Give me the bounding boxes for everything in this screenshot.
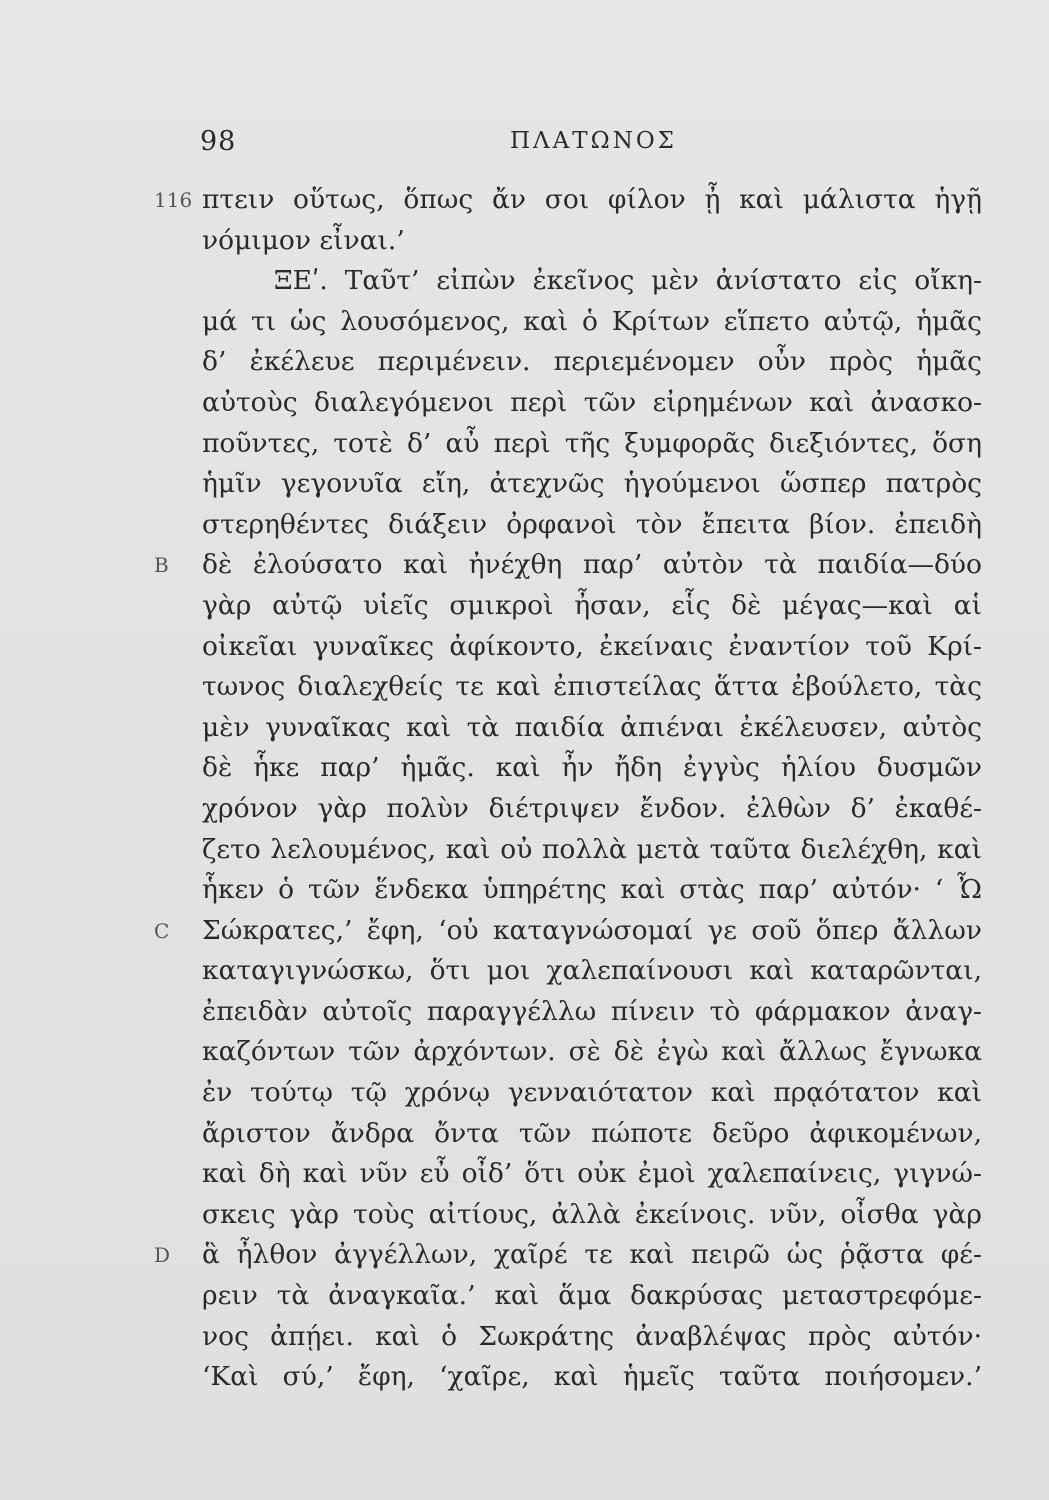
text-line <box>202 505 982 546</box>
text-line <box>202 708 982 749</box>
text-line <box>202 1032 982 1073</box>
text-line-content: καὶ δὴ καὶ νῦν εὖ οἶδ’ ὅτι οὐκ ἐμοὶ χαλεπαίνεις, γιγνώ- <box>202 1158 982 1190</box>
text-line-content: ποῦντες, τοτὲ δ’ αὖ περὶ τῆς ξυμφορᾶς διεξιόντες, ὅση <box>202 427 982 459</box>
text-line <box>202 627 982 668</box>
greek-text-body <box>154 180 982 1398</box>
text-line-content: ἄριστον ἄνδρα ὄντα τῶν πώποτε δεῦρο ἀφικομένων, <box>202 1117 982 1149</box>
text-line <box>202 789 982 830</box>
text-line-content: δ’ ἐκέλευε περιμένειν. περιεμένομεν οὖν πρὸς ἡμᾶς <box>202 346 982 378</box>
text-line <box>202 221 982 262</box>
text-line <box>202 1317 982 1358</box>
text-line-content: Σώκρατες,’ ἔφη, ‘οὐ καταγνώσομαί γε σοῦ ὅπερ ἄλλων <box>202 914 982 946</box>
text-line-content: νόμιμον εἶναι.’ <box>202 224 405 256</box>
text-line <box>202 1073 982 1114</box>
text-line <box>202 1195 982 1236</box>
text-line-content: στερηθέντες διάξειν ὀρφανοὶ τὸν ἔπειτα βίον. ἐπειδὴ <box>202 508 982 540</box>
marginal-reference: B <box>154 553 169 578</box>
text-line <box>202 586 982 627</box>
text-line-content: ζετο λελουμένος, καὶ οὐ πολλὰ μετὰ ταῦτα διελέχθη, καὶ <box>202 833 982 865</box>
marginal-reference: C <box>154 918 170 943</box>
text-line <box>202 951 982 992</box>
text-line-content: ἐν τούτῳ τῷ χρόνῳ γενναιότατον καὶ πρᾳότατον καὶ <box>202 1077 982 1109</box>
text-line-content: ρειν τὰ ἀναγκαῖα.’ καὶ ἅμα δακρύσας μεταστρεφόμε- <box>202 1280 982 1312</box>
text-line <box>202 424 982 465</box>
text-line-content: γὰρ αὐτῷ υἱεῖς σμικροὶ ἦσαν, εἷς δὲ μέγας—καὶ αἱ <box>202 589 982 621</box>
marginal-reference: 116 <box>154 188 193 212</box>
page-number: 98 <box>200 126 237 157</box>
text-line <box>202 667 982 708</box>
text-line <box>202 464 982 505</box>
text-line-content: ἃ ἦλθον ἀγγέλλων, χαῖρέ τε καὶ πειρῶ ὡς ῥᾷστα φέ- <box>202 1239 982 1271</box>
text-line <box>202 1357 982 1398</box>
text-line-content: δὲ ἐλούσατο καὶ ἠνέχθη παρ’ αὐτὸν τὰ παιδία—δύο <box>202 549 982 581</box>
text-line <box>154 1235 982 1276</box>
text-line-content: καζόντων τῶν ἀρχόντων. σὲ δὲ ἐγὼ καὶ ἄλλως ἔγνωκα <box>202 1036 982 1068</box>
text-line-content: ‘Καὶ σύ,’ ἔφη, ‘χαῖρε, καὶ ἡμεῖς ταῦτα ποιήσομεν.’ <box>202 1361 982 1393</box>
text-line <box>154 545 982 586</box>
text-line-content: ἐπειδὰν αὐτοῖς παραγγέλλω πίνειν τὸ φάρμακον ἀναγ- <box>202 995 982 1027</box>
text-line <box>202 342 982 383</box>
text-line-content: μὲν γυναῖκας καὶ τὰ παιδία ἀπιέναι ἐκέλευσεν, αὐτὸς <box>202 711 982 743</box>
text-line <box>202 870 982 911</box>
text-line-content: τωνος διαλεχθείς τε καὶ ἐπιστείλας ἅττα ἐβούλετο, τὰς <box>202 671 982 703</box>
text-line <box>202 1154 982 1195</box>
text-line-content: ΞΕʹ. Ταῦτ’ εἰπὼν ἐκεῖνος μὲν ἀνίστατο εἰς οἴκη- <box>274 265 982 297</box>
text-line <box>154 911 982 952</box>
text-line-content: αὐτοὺς διαλεγόμενοι περὶ τῶν εἰρημένων καὶ ἀνασκο- <box>202 386 982 418</box>
text-line <box>154 180 982 221</box>
text-line <box>202 748 982 789</box>
text-line <box>202 261 982 302</box>
text-line-content: χρόνον γὰρ πολὺν διέτριψεν ἔνδον. ἐλθὼν δ’ ἐκαθέ- <box>202 792 982 824</box>
text-line-content: νος ἀπῄει. καὶ ὁ Σωκράτης ἀναβλέψας πρὸς αὐτόν· <box>202 1320 982 1352</box>
text-line-content: σκεις γὰρ τοὺς αἰτίους, ἀλλὰ ἐκείνοις. νῦν, οἶσθα γὰρ <box>202 1198 982 1230</box>
text-line-content: δὲ ἧκε παρ’ ἡμᾶς. καὶ ἦν ἤδη ἐγγὺς ἡλίου δυσμῶν <box>202 752 982 784</box>
text-line-content: οἰκεῖαι γυναῖκες ἀφίκοντο, ἐκείναις ἐναντίον τοῦ Κρί- <box>202 630 982 662</box>
text-line-content: ἧκεν ὁ τῶν ἕνδεκα ὑπηρέτης καὶ στὰς παρ’ αὐτόν· ‘ Ὦ <box>202 874 982 906</box>
running-title: ΠΛΑΤΩΝΟΣ <box>510 128 677 154</box>
page-header <box>200 126 980 166</box>
text-line <box>202 830 982 871</box>
text-line-content: μά τι ὡς λουσόμενος, καὶ ὁ Κρίτων εἵπετο αὐτῷ, ἡμᾶς <box>202 305 982 337</box>
text-line <box>202 1114 982 1155</box>
text-line <box>202 302 982 343</box>
text-line <box>202 1276 982 1317</box>
text-line-content: πτειν οὕτως, ὅπως ἄν σοι φίλον ᾖ καὶ μάλιστα ἡγῇ <box>202 184 982 215</box>
marginal-reference: D <box>154 1243 171 1268</box>
text-line <box>202 383 982 424</box>
text-line-content: καταγιγνώσκω, ὅτι μοι χαλεπαίνουσι καὶ καταρῶνται, <box>202 955 982 987</box>
text-line-content: ἡμῖν γεγονυῖα εἴη, ἀτεχνῶς ἡγούμενοι ὥσπερ πατρὸς <box>202 468 982 500</box>
text-line <box>202 992 982 1033</box>
